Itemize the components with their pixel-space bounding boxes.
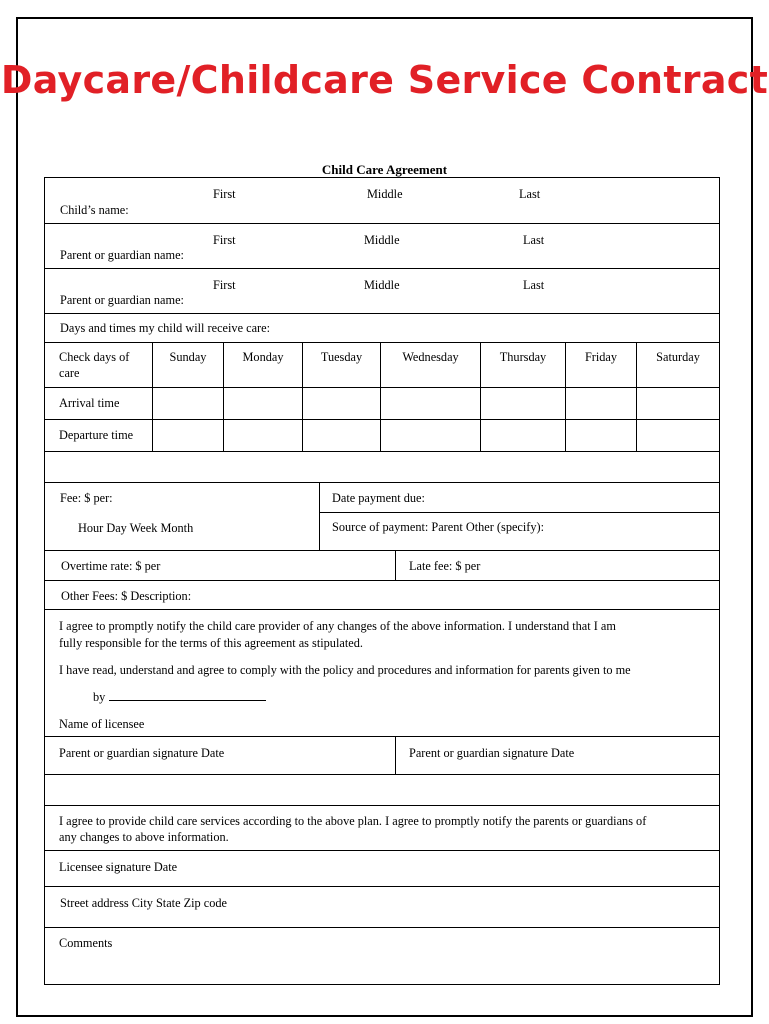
- by-line[interactable]: [93, 690, 266, 706]
- departure-cell-friday[interactable]: [566, 420, 637, 451]
- middle-column-label: Middle: [364, 278, 400, 292]
- by-label: by: [93, 690, 106, 704]
- departure-time-header: [45, 420, 153, 451]
- licensee-signature-row[interactable]: [45, 851, 719, 887]
- departure-cell-tuesday[interactable]: [303, 420, 381, 451]
- day-header-friday[interactable]: [566, 343, 637, 388]
- departure-cell-saturday[interactable]: [637, 420, 719, 451]
- guardian-signature-row: [45, 737, 719, 775]
- arrival-cell-friday[interactable]: [566, 388, 637, 420]
- day-header-sunday[interactable]: [153, 343, 224, 388]
- blank-row[interactable]: [45, 452, 719, 483]
- arrival-cell-thursday[interactable]: [481, 388, 566, 420]
- day-header-thursday[interactable]: [481, 343, 566, 388]
- days-times-label: Days and times my child will receive care:: [60, 321, 270, 335]
- overtime-late-fee-row: [45, 551, 719, 581]
- day-label: Thursday: [499, 350, 547, 364]
- read-agree-text: I have read, understand and agree to comply with the policy and procedures and information for parents given to me: [59, 663, 631, 677]
- divider: [319, 483, 320, 550]
- middle-column-label: Middle: [367, 187, 403, 201]
- guardian-name-row-2[interactable]: [45, 269, 719, 314]
- day-label: Friday: [584, 350, 618, 364]
- departure-cell-wednesday[interactable]: [381, 420, 481, 451]
- fee-options[interactable]: Hour Day Week Month: [78, 521, 194, 535]
- fee-label[interactable]: Fee: $ per:: [60, 491, 113, 505]
- provider-agree-line-2: any changes to above information.: [59, 830, 229, 844]
- comments-label: Comments: [59, 936, 113, 950]
- provider-agree-line-1: I agree to provide child care services according to the above plan. I agree to promptly notify the parents or guardians of: [59, 814, 647, 828]
- divider: [319, 512, 719, 513]
- child-name-label: Child’s name:: [60, 203, 129, 217]
- fee-block: [45, 483, 719, 551]
- day-label: Wednesday: [402, 350, 459, 364]
- first-column-label: First: [213, 187, 236, 201]
- last-column-label: Last: [519, 187, 541, 201]
- parent-agreement-block: [45, 610, 719, 737]
- name-of-licensee-label: Name of licensee: [59, 717, 145, 731]
- arrival-time-header: [45, 388, 153, 420]
- child-name-row[interactable]: [45, 178, 719, 224]
- date-payment-due-label[interactable]: Date payment due:: [332, 491, 425, 505]
- guardian-signature-left[interactable]: Parent or guardian signature Date: [59, 746, 225, 760]
- schedule-table: [45, 343, 719, 452]
- comments-row[interactable]: [45, 928, 719, 984]
- arrival-time-label: Arrival time: [59, 396, 120, 410]
- check-days-header: [45, 343, 153, 388]
- first-column-label: First: [213, 233, 236, 247]
- agreement-form: [44, 177, 720, 985]
- address-row[interactable]: [45, 887, 719, 928]
- page-title: Daycare/Childcare Service Contract: [0, 58, 769, 102]
- day-header-monday[interactable]: [224, 343, 303, 388]
- other-fees-row[interactable]: [45, 581, 719, 610]
- provider-agreement-row: [45, 806, 719, 851]
- day-header-saturday[interactable]: [637, 343, 719, 388]
- departure-cell-monday[interactable]: [224, 420, 303, 451]
- divider: [395, 737, 396, 774]
- overtime-rate-label[interactable]: Overtime rate: $ per: [61, 559, 161, 573]
- guardian-signature-right[interactable]: Parent or guardian signature Date: [409, 746, 575, 760]
- other-fees-label: Other Fees: $ Description:: [61, 589, 192, 603]
- day-header-tuesday[interactable]: [303, 343, 381, 388]
- arrival-cell-tuesday[interactable]: [303, 388, 381, 420]
- arrival-cell-monday[interactable]: [224, 388, 303, 420]
- middle-column-label: Middle: [364, 233, 400, 247]
- day-label: Monday: [242, 350, 284, 364]
- days-times-row: [45, 314, 719, 343]
- last-column-label: Last: [523, 233, 545, 247]
- licensee-name-line[interactable]: [109, 691, 266, 701]
- last-column-label: Last: [523, 278, 545, 292]
- form-title: Child Care Agreement: [321, 162, 448, 177]
- departure-time-label: Departure time: [59, 428, 134, 442]
- day-header-wednesday[interactable]: [381, 343, 481, 388]
- departure-cell-sunday[interactable]: [153, 420, 224, 451]
- blank-row[interactable]: [45, 775, 719, 806]
- guardian-name-row-1[interactable]: [45, 224, 719, 269]
- departure-cell-thursday[interactable]: [481, 420, 566, 451]
- licensee-signature-label: Licensee signature Date: [59, 860, 178, 874]
- guardian-name-label: Parent or guardian name:: [60, 248, 184, 262]
- agreement-line-1: I agree to promptly notify the child care provider of any changes of the above information. I understand that I am: [59, 619, 616, 633]
- arrival-cell-wednesday[interactable]: [381, 388, 481, 420]
- arrival-cell-sunday[interactable]: [153, 388, 224, 420]
- guardian-name-label: Parent or guardian name:: [60, 293, 184, 307]
- arrival-cell-saturday[interactable]: [637, 388, 719, 420]
- day-label: Saturday: [656, 350, 700, 364]
- first-column-label: First: [213, 278, 236, 292]
- late-fee-label[interactable]: Late fee: $ per: [409, 559, 481, 573]
- agreement-line-2: fully responsible for the terms of this agreement as stipulated.: [59, 636, 363, 650]
- day-label: Sunday: [169, 350, 207, 364]
- divider: [395, 551, 396, 580]
- day-label: Tuesday: [320, 350, 363, 364]
- source-of-payment-label[interactable]: Source of payment: Parent Other (specify):: [332, 520, 545, 534]
- check-days-label: Check days of care: [59, 350, 130, 380]
- address-label: Street address City State Zip code: [60, 896, 227, 910]
